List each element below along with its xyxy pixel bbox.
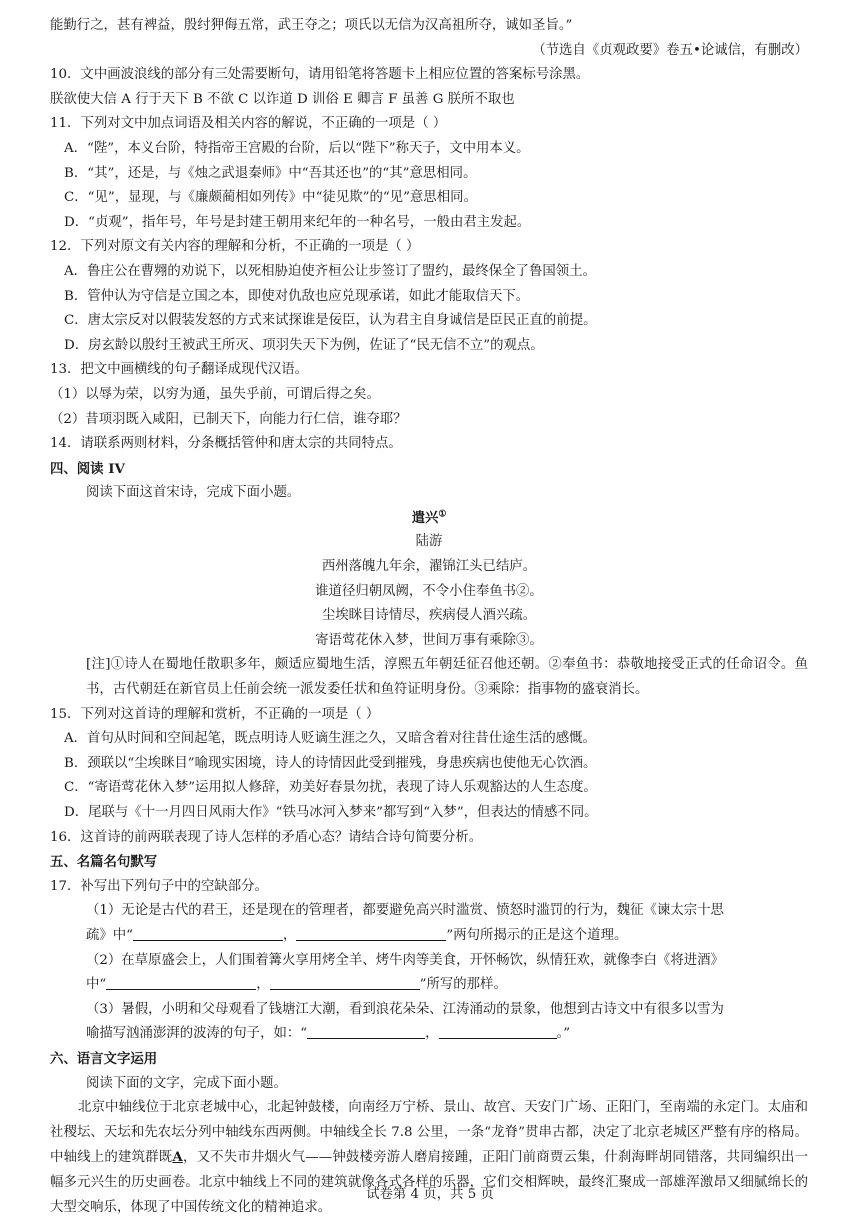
passage-part-1: 北京中轴线位于北京老城中心，北起钟鼓楼，向南经万宁桥、景山、故宫、天安门广场、正阳门，至南端的永定门。太庙和社稷坛、天坛和先农坛分列中轴线东西两侧。中轴线全长 7.8 公里，一条“龙脊”贯串古都，决定了北京老城区严整有序的格局。中轴线上的建筑群既: [50, 1100, 808, 1166]
section-5-heading: 五、名篇名句默写: [50, 854, 158, 871]
question-17-part-2-line-1: （2）在草原盛会上，人们围着篝火享用烤全羊、烤牛肉等美食，开怀畅饮，纵情狂欢，就像李白《将进酒》: [86, 952, 724, 968]
question-17-part-1-line-2: [50, 924, 808, 949]
question-11-option-a: A．“陛”，本义台阶，特指帝王宫殿的台阶，后以“陛下”称天子，文中用本义。: [64, 140, 530, 156]
question-17-part-1-line-1: （1）无论是古代的君王，还是现在的管理者，都要避免高兴时滥赏、愤怒时滥罚的行为，魏征《谏太宗十思: [86, 903, 724, 919]
question-11-option-c: C．“见”，显现，与《廉颇蔺相如列传》中“徒见欺”的“见”意思相同。: [64, 190, 477, 206]
section-4-heading: 四、阅读 IV: [50, 460, 125, 477]
passage-ending: 能勤行之，甚有裨益，殷纣狎侮五常，武王夺之；项氏以无信为汉高祖所夺，诚如圣旨。”: [50, 18, 573, 33]
question-12-option-d: D．房玄龄以殷纣王被武王所灭、项羽失天下为例，佐证了“民无信不立”的观点。: [64, 337, 544, 353]
p1-comma: ，: [283, 927, 297, 943]
poem-line-2: 谁道径归朝凤阙，不令小住奉鱼书②。: [315, 583, 543, 599]
question-10-text: 朕欲使大信 A 行于天下 B 不欲 C 以诈道 D 训俗 E 卿言 F 虽善 G 朕所不取也: [50, 91, 515, 107]
p3-prefix: 喻描写汹涌澎湃的波涛的句子，如：“: [86, 1026, 308, 1042]
p1-suffix: ”两句所揭示的正是这个道理。: [446, 927, 628, 943]
question-12-stem: 12．下列对原文有关内容的理解和分析，不正确的一项是（ ）: [50, 239, 420, 255]
question-15-option-b: B．颈联以“尘埃眯目”喻现实困境，诗人的诗情因此受到摧残，身患疾病也使他无心饮酒。: [64, 755, 597, 771]
answer-blank-1[interactable]: [133, 924, 283, 941]
poem-line-4: 寄语莺花休入梦，世间万事有乘除③。: [315, 632, 543, 648]
poem-title: [50, 506, 808, 531]
blank-marker-a: A: [172, 1149, 183, 1166]
answer-blank-6[interactable]: [439, 1022, 557, 1039]
question-12-option-b: B．管仲认为守信是立国之本，即使对仇敌也应兑现承诺，如此才能取信天下。: [64, 288, 530, 304]
question-17-stem: 17．补写出下列句子中的空缺部分。: [50, 878, 268, 894]
answer-blank-3[interactable]: [106, 973, 256, 990]
p2-prefix: 中“: [86, 977, 107, 993]
p2-comma: ，: [256, 977, 270, 993]
p1-prefix: 疏》中“: [86, 927, 134, 943]
question-15-option-c: C．“寄语莺花休入梦”运用拟人修辞，劝美好春景勿扰，表现了诗人乐观豁达的人生态度。: [64, 780, 597, 796]
poem-author: 陆游: [415, 534, 443, 550]
question-17-part-2-line-2: [50, 973, 808, 998]
question-11-option-b: B．“其”，还是，与《烛之武退秦师》中“吾其还也”的“其”意思相同。: [64, 165, 477, 181]
question-17-part-3-line-2: [50, 1022, 808, 1047]
poem-title-text: 遣兴: [411, 509, 439, 526]
question-10-stem: 10．文中画波浪线的部分有三处需要断句，请用铅笔将答题卡上相应位置的答案标号涂黑。: [50, 67, 590, 83]
p2-suffix: ”所写的那样。: [419, 977, 507, 993]
question-15-option-a: A．首句从时间和空间起笔，既点明诗人贬谪生涯之久，又暗含着对往昔仕途生活的感慨。: [64, 731, 596, 747]
answer-blank-4[interactable]: [270, 973, 420, 990]
question-15-option-d: D．尾联与《十一月四日风雨大作》“铁马冰河入梦来”都写到“入梦”，但表达的情感不同。: [64, 805, 598, 820]
answer-blank-5[interactable]: [307, 1022, 425, 1039]
poem-annotation: [注]①诗人在蜀地任散职多年，颇适应蜀地生活，淳熙五年朝廷征召他还朝。②奉鱼书：恭敬地接受正式的任命诏令。鱼书，古代朝廷在新官员上任前会统一派发委任状和鱼符证明身份。③乘除：指事物的盛衰消长。: [86, 657, 808, 698]
passage-source: （节选自《贞观政要》卷五•论诚信，有删改）: [532, 42, 808, 58]
question-16-stem: 16．这首诗的前两联表现了诗人怎样的矛盾心态？请结合诗句简要分析。: [50, 829, 483, 845]
question-13-item-2: （2）昔项羽既入咸阳，已制天下，向能力行仁信，谁夺耶？: [50, 411, 407, 427]
section-6-heading: 六、语言文字运用: [50, 1050, 158, 1067]
poem-title-footnote: ①: [438, 509, 447, 520]
question-14-stem: 14．请联系两则材料，分条概括管仲和唐太宗的共同特点。: [50, 436, 402, 452]
question-11-stem: 11．下列对文中加点词语及相关内容的解说，不正确的一项是（ ）: [50, 116, 447, 132]
question-13-stem: 13．把文中画横线的句子翻译成现代汉语。: [50, 362, 309, 378]
question-13-item-1: （1）以辱为荣，以穷为通，虽失乎前，可谓后得之矣。: [50, 386, 380, 402]
passage-part-2: ，又不失市井烟火气——钟鼓楼旁游人磨肩接踵，正阳门前商贾云集，什刹海畔胡同错落，共同编织出一幅多元兴生的历史画卷。北京中轴线上不同的建筑就像各式各样的乐器，它们交相辉映，最终汇聚成一部雄浑激昂又细腻绵长的大型交响乐，体现了中国传统文化的精神追求。: [50, 1150, 809, 1215]
p3-comma: ，: [425, 1026, 439, 1042]
poem-line-1: 西州落魄九年余，濯锦江头已结庐。: [321, 559, 537, 575]
p3-suffix: 。”: [556, 1026, 571, 1042]
question-11-option-d: D．“贞观”，指年号，年号是封建王朝用来纪年的一种名号，一般由君主发起。: [64, 214, 531, 230]
question-12-option-c: C．唐太宗反对以假装发怒的方式来试探谁是佞臣，认为君主自身诚信是臣民正直的前提。: [64, 313, 597, 329]
section-6-intro: 阅读下面的文字，完成下面小题。: [86, 1075, 287, 1091]
question-15-stem: 15．下列对这首诗的理解和赏析，不正确的一项是（ ）: [50, 706, 380, 722]
section-4-intro: 阅读下面这首宋诗，完成下面小题。: [86, 485, 301, 501]
question-17-part-3-line-1: （3）暑假，小明和父母观看了钱塘江大潮，看到浪花朵朵、江涛涌动的景象，他想到古诗文中有很多以雪为: [86, 1001, 724, 1017]
answer-blank-2[interactable]: [296, 924, 446, 941]
question-12-option-a: A．鲁庄公在曹翙的劝说下，以死相胁迫使齐桓公让步签订了盟约，最终保全了鲁国领土。: [64, 263, 596, 279]
poem-line-3: 尘埃眯目诗情尽，疾病侵人酒兴疏。: [321, 608, 537, 624]
page-footer: 试卷第 4 页，共 5 页: [366, 1187, 494, 1202]
